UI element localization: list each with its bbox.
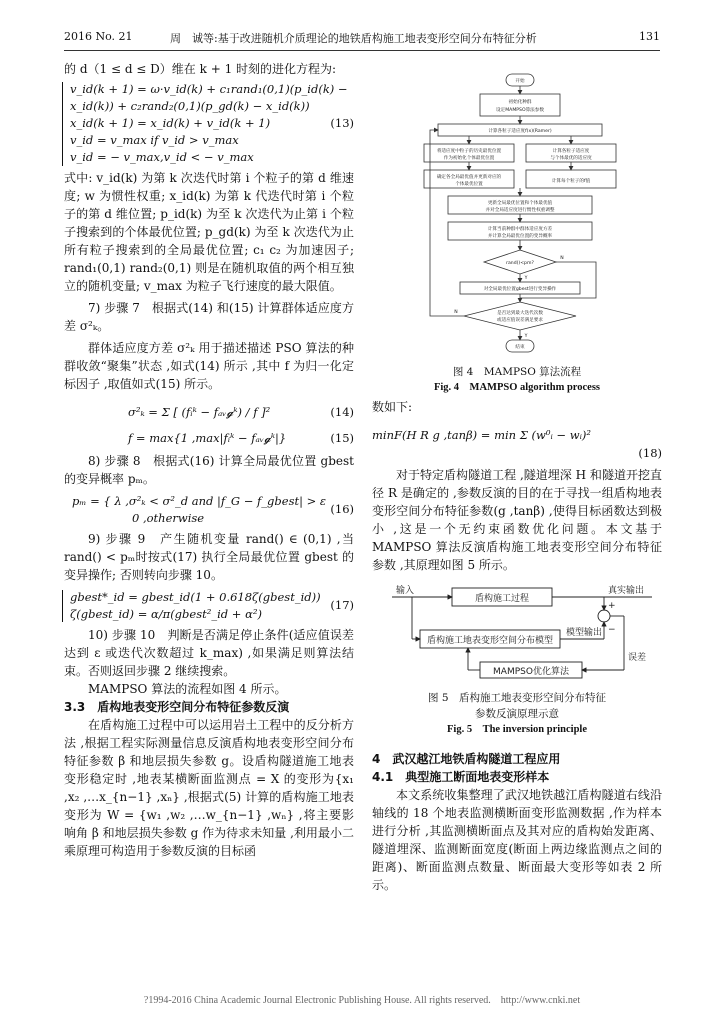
sum-junction <box>598 610 610 622</box>
section-4-heading: 4 武汉越江地铁盾构隧道工程应用 <box>372 752 561 766</box>
fig4-update-label-2: 并对全局适应度进行惯性权重调整 <box>485 208 555 213</box>
fig4-variance-label-1: 计算当前种群中群体适应度方差 <box>487 227 553 232</box>
fig5-real-output-label: 真实输出 <box>608 586 645 596</box>
fig4-fitness-label: 计算各粒子适应度f(x)(Ramer) <box>488 129 552 134</box>
fig4-update-label-1: 更新全局最优位置和个体最优值 <box>487 201 553 206</box>
fig4-history-label-1: 将适应度中粒子的历史最优位置 <box>436 149 502 154</box>
equation-18: minF(H R g ,tanβ) = min Σ (w⁰ᵢ − wᵢ)² (18) <box>372 428 662 460</box>
fig4-calcf-label: 计算每个粒子的f值 <box>551 179 591 184</box>
fig4-mutation-label: 对全局最优位置gbest进行变异操作 <box>483 287 557 292</box>
fig4-end-label: 结束 <box>515 345 525 350</box>
fig4-start-label: 开始 <box>515 79 525 84</box>
eq13-number: (13) <box>330 116 354 130</box>
figure-5-caption-cn-2: 参数反演原理示意 <box>475 708 559 720</box>
paragraph-step10: 10) 步骤 10 判断是否满足停止条件(适应值误差达到 ε 或迭代次数超过 k_max) ,如果满足则算法结束。否则返回步骤 2 继续搜索。 <box>64 628 354 678</box>
page-number: 131 <box>639 30 660 43</box>
eq16-line-1: pₘ = { λ ,σ²ₖ < σ²_d and |f_G − f_gbest| > ε <box>72 494 327 508</box>
right-column <box>372 398 662 894</box>
eq15-number: (15) <box>330 431 354 445</box>
fig4-yes-label-2: Y <box>524 334 528 339</box>
paragraph-step9: 9) 步骤 9 产生随机变量 rand() ∈ (0,1) ,当 rand() < pₘ时按式(17) 执行全局最优位置 gbest 的变异操作; 否则转向步骤 10。 <box>64 532 354 582</box>
fig4-variance-label-2: 并计算全局最优位置的变异概率 <box>487 234 553 239</box>
section-3-3-heading: 3.3 盾构地表变形空间分布特征参数反演 <box>64 700 290 714</box>
eq13-line-2: x_id(k)) + c₂rand₂(0,1)(p_gd(k) − x_id(k)) <box>70 99 310 113</box>
eq13-line-1: v_id(k + 1) = ω·v_id(k) + c₁rand₁(0,1)(p_id(k) − <box>70 82 348 96</box>
intro-line: 的 d（1 ≤ d ≤ D）维在 k + 1 时刻的进化方程为: <box>64 62 337 76</box>
fig5-model-output-label: 模型输出 <box>566 628 603 638</box>
fig4-stop-label-2: 或适应值误差满足要求 <box>497 318 543 323</box>
figure-4-caption <box>372 364 662 396</box>
eq17-number: (17) <box>330 598 354 612</box>
paragraph-variables: 式中: v_id(k) 为第 k 次迭代时第 i 个粒子的第 d 维速度; w 为惯性权重; x_id(k) 为第 k 代迭代时第 i 个粒子的第 d 维位置; p_id(k) 为至 k 次迭代为止第 i 个粒子搜索到的个体最优位置; p_gd(k) 为至 k 次迭代为止所有粒子搜索到的全局最优位置; c₁ c₂ 为加速因子; rand₁(0,1) rand₂(0,1) 则是在随机取值的两个相互独立的随机变量; v_max 为粒子飞行速度的最大限值。 <box>64 171 354 293</box>
figure-5-caption-en: Fig. 5 The inversion principle <box>446 724 587 735</box>
fig4-no-label-2: N <box>454 310 458 315</box>
fig4-history-label-2: 作为初始化个体最优位置 <box>443 156 495 161</box>
figure-5-caption-cn-1: 图 5 盾构施工地表变形空间分布特征 <box>427 692 607 704</box>
fig5-algo-label: MAMPSO优化算法 <box>493 667 569 677</box>
fig4-no-label-1: N <box>560 256 564 261</box>
equation-14: σ²ₖ = Σ [ (fᵢᵏ − fₐᵥ𝓰ᵏ) / f ]² (14) <box>128 405 354 419</box>
fig5-plus-sign: + <box>608 601 616 611</box>
section-4-1-heading: 4.1 典型施工断面地表变形样本 <box>372 770 550 784</box>
paragraph-flow-ref: MAMPSO 算法的流程如图 4 所示。 <box>88 682 287 696</box>
fig4-compare-label-2: 与个体最优的适应度 <box>550 156 592 161</box>
fig5-error-label: 误差 <box>628 653 647 663</box>
decision-stop <box>464 302 576 330</box>
paragraph-step8: 8) 步骤 8 根据式(16) 计算全局最优位置 gbest 的变异概率 pₘ。 <box>64 454 354 486</box>
fig4-stop-label-1: 是否达到最大迭代次数 <box>497 311 543 316</box>
eq13-line-3: x_id(k + 1) = x_id(k) + v_id(k + 1) (13) <box>70 116 354 130</box>
paragraph-continued: 数如下: <box>372 400 413 414</box>
header-rule <box>64 50 660 51</box>
figure-4-caption-cn: 图 4 MAMPSO 算法流程 <box>452 366 582 378</box>
copyright-footer: ?1994-2016 China Academic Journal Electronic Publishing House. All rights reserved. http://www.cnki.net <box>143 995 581 1006</box>
eq16-number: (16) <box>330 502 354 516</box>
journal-issue: 2016 No. 21 <box>64 30 133 43</box>
fig4-init-label-2: 设定MAMPSO算法参数 <box>496 108 544 113</box>
equation-16 <box>72 492 354 526</box>
fig4-global-label-2: 个体最优位置 <box>455 182 483 187</box>
paragraph-variance: 群体适应度方差 σ²ₖ 用于描述描述 PSO 算法的种群收敛“聚集”状态 ,如式(14) 所示 ,其中 f 为归一化定标因子 ,取值如式(15) 所示。 <box>64 341 354 391</box>
eq17-line-2: ζ(gbest_id) = α/π(gbest²_id + α²) (17) <box>70 598 354 621</box>
figure-4-flowchart <box>420 72 620 358</box>
equation-17 <box>64 588 354 622</box>
paragraph-objective: 对于特定盾构隧道工程 ,隧道埋深 H 和隧道开挖直径 R 是确定的 ,参数反演的目的在于寻找一组盾构地表变形空间分布特征参数(g ,tanβ) ,使得目标函数达到极小 ,这是一个无约束函数优化问题。本文基于 MAMPSO 算法反演盾构施工地表变形空间分布特征参数 ,其原理如图 5 所示。 <box>372 468 662 572</box>
equation-15: f = max{1 ,max|fᵢᵏ − fₐᵥ𝓰ᵏ|} (15) <box>128 431 354 445</box>
eq13-line-4: v_id = v_max if v_id > v_max <box>70 133 239 147</box>
running-title: 周 诚等:基于改进随机介质理论的地铁盾构施工地表变形空间分布特征分析 <box>170 32 537 45</box>
fig5-input-label: 输入 <box>396 586 415 596</box>
fig4-decision-pm-label: rand()<pm? <box>506 261 534 266</box>
eq13-line-5: v_id = − v_max,v_id < − v_max <box>70 150 254 164</box>
fig4-compare-label-1: 计算各粒子适应度 <box>552 149 590 154</box>
fig5-minus-sign: − <box>608 625 616 635</box>
left-column <box>64 60 354 860</box>
eq14-number: (14) <box>330 405 354 419</box>
fig5-model-label: 盾构施工地表变形空间分布模型 <box>426 636 554 646</box>
eq16-line-2: 0 ,otherwise (16) <box>132 502 354 525</box>
fig5-process-label: 盾构施工过程 <box>474 594 530 604</box>
figure-5-caption <box>372 690 662 738</box>
fig4-yes-label-1: Y <box>524 276 528 281</box>
paragraph-samples: 本文系统收集整理了武汉地铁越江盾构隧道右线沿轴线的 18 个地表监测横断面变形监测数据 ,作为样本进行分析 ,其监测横断面点及其对应的盾构始发距离、隧道埋深、监测断面宽度(断面上两边缘监测点之间的距离)、断面监测点数量、断面最大变形等如表 2 所示。 <box>372 788 662 892</box>
figure-4-caption-en: Fig. 4 MAMPSO algorithm process <box>433 382 601 393</box>
figure-5-diagram <box>372 580 662 684</box>
eq18-number: (18) <box>638 446 662 460</box>
fig4-init-label-1: 初始化种群 <box>508 100 532 105</box>
fig4-global-label-1: 确定各全局最优值并更新对应的 <box>436 175 502 180</box>
paragraph-step7: 7) 步骤 7 根据式(14) 和(15) 计算群体适应度方差 σ²ₖ。 <box>64 301 354 333</box>
eq17-line-1: gbest*_id = gbest_id(1 + 0.618ζ(gbest_id)) <box>70 590 321 604</box>
equation-13 <box>64 80 354 165</box>
paragraph-inversion: 在盾构施工过程中可以运用岩土工程中的反分析方法 ,根据工程实际测量信息反演盾构地表变形空间分布特征参数 β 和地层损失参数 g。设盾构隧道施工地表变形稳定时 ,地表某横断面监测点 = X 的变形为{x₁ ,x₂ ,…x_{n−1} ,xₙ} ,根据式(5) 计算的盾构施工地表变形为 W = {w₁ ,w₂ ,…w_{n−1} ,wₙ} ,将主要影响角 β 和地层损失参数 g 作为待求未知量 ,利用最小二乘原理可构造用于参数反演的目标函 <box>64 718 354 858</box>
